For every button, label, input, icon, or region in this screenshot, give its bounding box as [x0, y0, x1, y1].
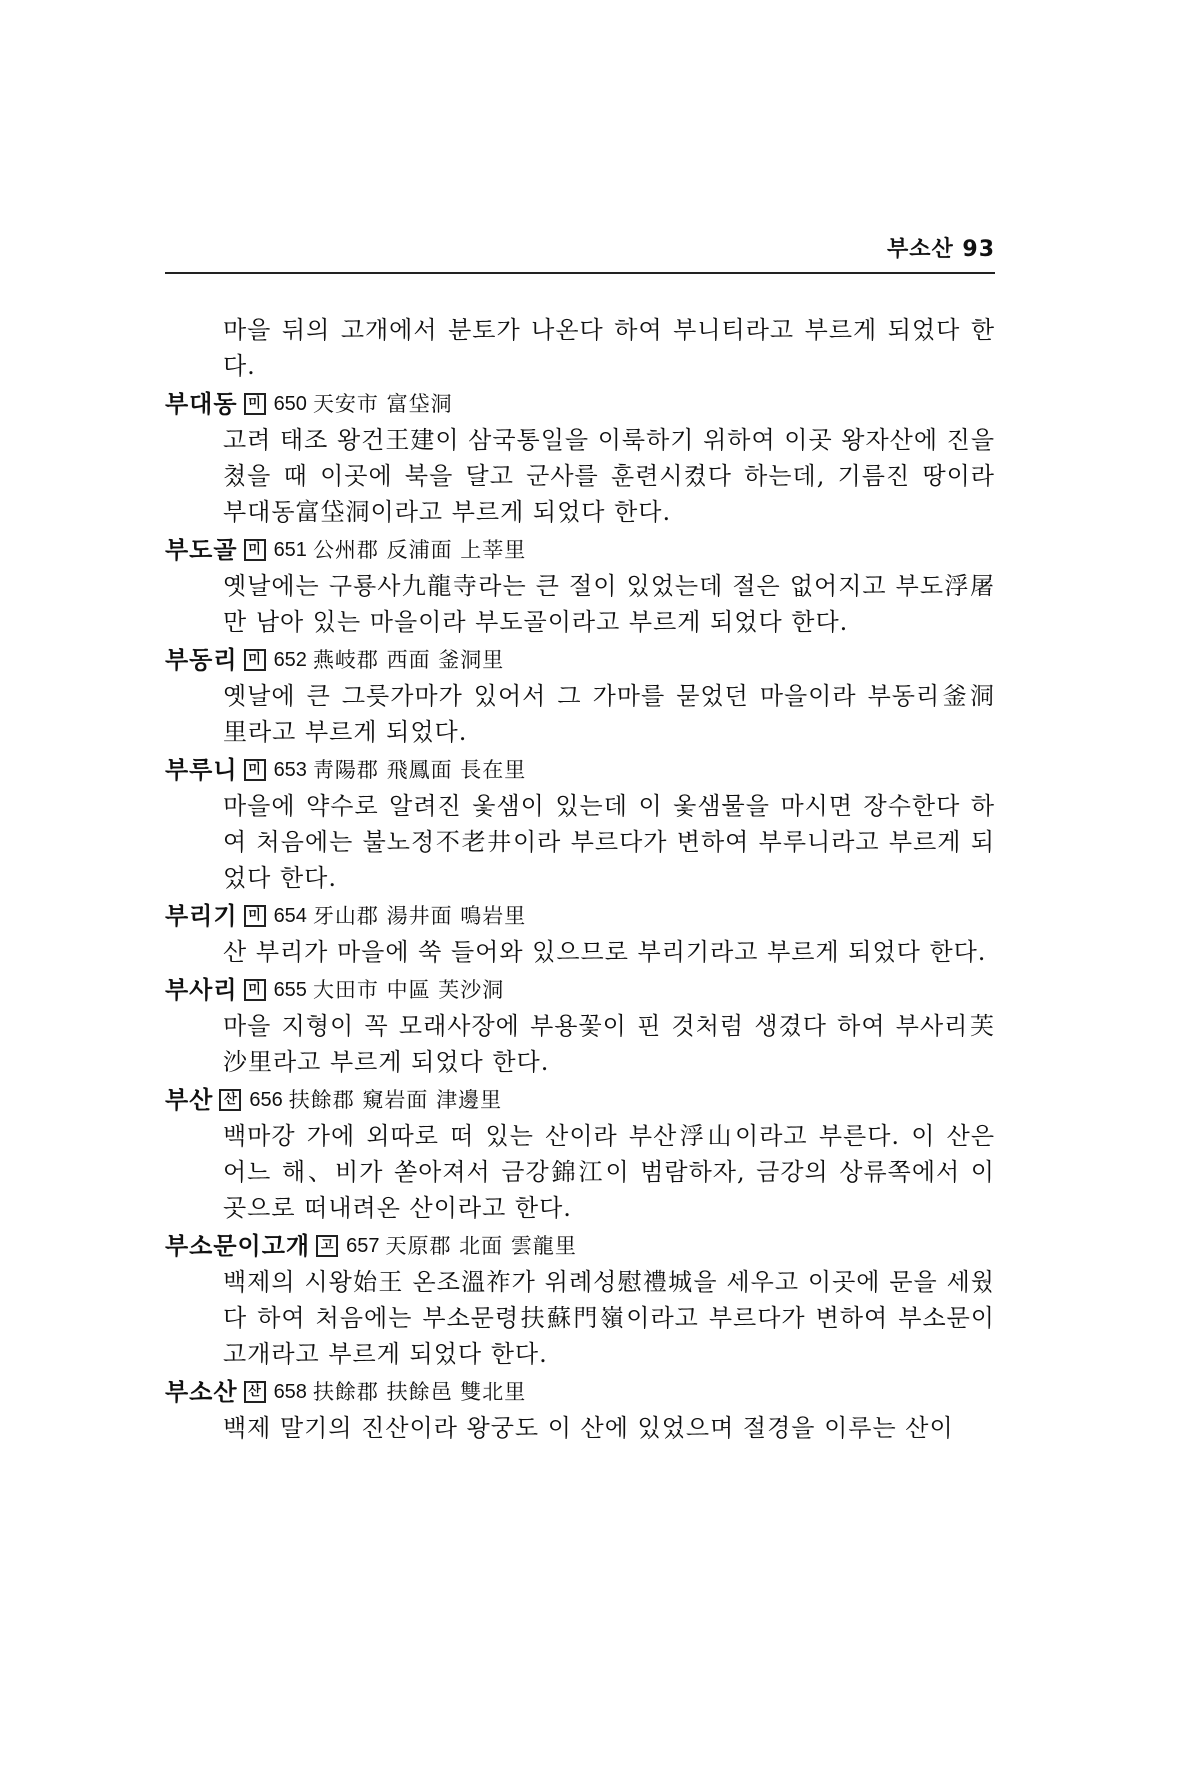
entry-location: 公州郡 反浦面 上莘里	[312, 538, 527, 562]
entry-number: 656	[249, 1089, 283, 1111]
entry-headword: 부리기	[165, 902, 238, 930]
entry-location: 大田市 中區 芙沙洞	[312, 978, 505, 1002]
entry	[165, 386, 995, 530]
entry	[165, 898, 995, 970]
entry-heading	[165, 532, 995, 568]
category-mark-icon: 미	[244, 393, 266, 415]
entry-headword: 부루니	[165, 756, 238, 784]
entry-heading	[165, 752, 995, 788]
entry	[165, 1374, 995, 1446]
entry	[165, 1228, 995, 1372]
entry-text: 백제의 시왕始王 온조溫祚가 위례성慰禮城을 세우고 이곳에 문을 세웠다 하여 처음에는 부소문령扶蘇門嶺이라고 부르다가 변하여 부소문이고개라고 부르게 되었다 한다.	[223, 1268, 995, 1368]
running-title: 부소산 93	[886, 237, 995, 262]
category-mark-icon: 미	[244, 759, 266, 781]
entry-headword: 부도골	[165, 536, 238, 564]
entry-number: 654	[273, 905, 307, 927]
entry-number: 658	[273, 1381, 307, 1403]
entry-heading	[165, 1228, 995, 1264]
intro-paragraph: 마을 뒤의 고개에서 분토가 나온다 하여 부니티라고 부르게 되었다 한다.	[223, 316, 995, 380]
entry	[165, 1082, 995, 1226]
entry-heading	[165, 642, 995, 678]
category-mark-icon: 산	[219, 1089, 241, 1111]
entry-text: 고려 태조 왕건王建이 삼국통일을 이룩하기 위하여 이곳 왕자산에 진을 쳤을 때 이곳에 북을 달고 군사를 훈련시켰다 하는데, 기름진 땅이라 부대동富垈洞이라고 부르게 되었다 한다.	[223, 426, 995, 526]
entry-heading	[165, 972, 995, 1008]
entry-number: 655	[273, 979, 307, 1001]
entry-text: 옛날에 큰 그릇가마가 있어서 그 가마를 묻었던 마을이라 부동리釜洞里라고 부르게 되었다.	[223, 682, 995, 746]
entry-text: 마을 지형이 꼭 모래사장에 부용꽃이 핀 것처럼 생겼다 하여 부사리芙沙里라고 부르게 되었다 한다.	[223, 1012, 995, 1076]
entry-headword: 부산	[165, 1086, 214, 1114]
entry-text: 옛날에는 구룡사九龍寺라는 큰 절이 있었는데 절은 없어지고 부도浮屠만 남아 있는 마을이라 부도골이라고 부르게 되었다 한다.	[223, 572, 995, 636]
category-mark-icon: 미	[244, 905, 266, 927]
entry-number: 657	[346, 1235, 380, 1257]
entry-location: 扶餘郡 窺岩面 津邊里	[288, 1088, 503, 1112]
entry	[165, 752, 995, 896]
entry-text: 마을에 약수로 알려진 옻샘이 있는데 이 옻샘물을 마시면 장수한다 하여 처음에는 불노정不老井이라 부르다가 변하여 부루니라고 부르게 되었다 한다.	[223, 792, 995, 892]
entry-number: 650	[273, 393, 307, 415]
entry-location: 扶餘郡 扶餘邑 雙北里	[312, 1380, 527, 1404]
entry-number: 653	[273, 759, 307, 781]
entry-text: 산 부리가 마을에 쑥 들어와 있으므로 부리기라고 부르게 되었다 한다.	[223, 938, 987, 966]
entry-location: 天原郡 北面 雲龍里	[385, 1234, 577, 1258]
entry-headword: 부사리	[165, 976, 238, 1004]
entry-location: 牙山郡 湯井面 鳴岩里	[312, 904, 527, 928]
entry-location: 天安市 富垈洞	[312, 392, 453, 416]
category-mark-icon: 미	[244, 539, 266, 561]
page-header	[165, 228, 995, 274]
entry	[165, 642, 995, 750]
page-body	[165, 312, 995, 1446]
category-mark-icon: 고	[316, 1235, 338, 1257]
entry-location: 靑陽郡 飛鳳面 長在里	[312, 758, 527, 782]
entry-heading	[165, 1082, 995, 1118]
entry-number: 651	[273, 539, 307, 561]
entry-number: 652	[273, 649, 307, 671]
entry-headword: 부소산	[165, 1378, 238, 1406]
entry	[165, 972, 995, 1080]
entry-headword: 부동리	[165, 646, 238, 674]
entry-text: 백제 말기의 진산이라 왕궁도 이 산에 있었으며 절경을 이루는 산이	[223, 1414, 954, 1442]
entry-location: 燕岐郡 西面 釜洞里	[312, 648, 505, 672]
entry-headword: 부대동	[165, 390, 238, 418]
category-mark-icon: 미	[244, 979, 266, 1001]
entry-text: 백마강 가에 외따로 떠 있는 산이라 부산浮山이라고 부른다. 이 산은 어느 해、비가 쏟아져서 금강錦江이 범람하자, 금강의 상류쪽에서 이곳으로 떠내려온 산이라고 한다.	[223, 1122, 995, 1222]
entry-headword: 부소문이고개	[165, 1232, 311, 1260]
entry-heading	[165, 898, 995, 934]
entry-heading	[165, 386, 995, 422]
category-mark-icon: 산	[244, 1381, 266, 1403]
entry	[165, 532, 995, 640]
category-mark-icon: 미	[244, 649, 266, 671]
entry-heading	[165, 1374, 995, 1410]
